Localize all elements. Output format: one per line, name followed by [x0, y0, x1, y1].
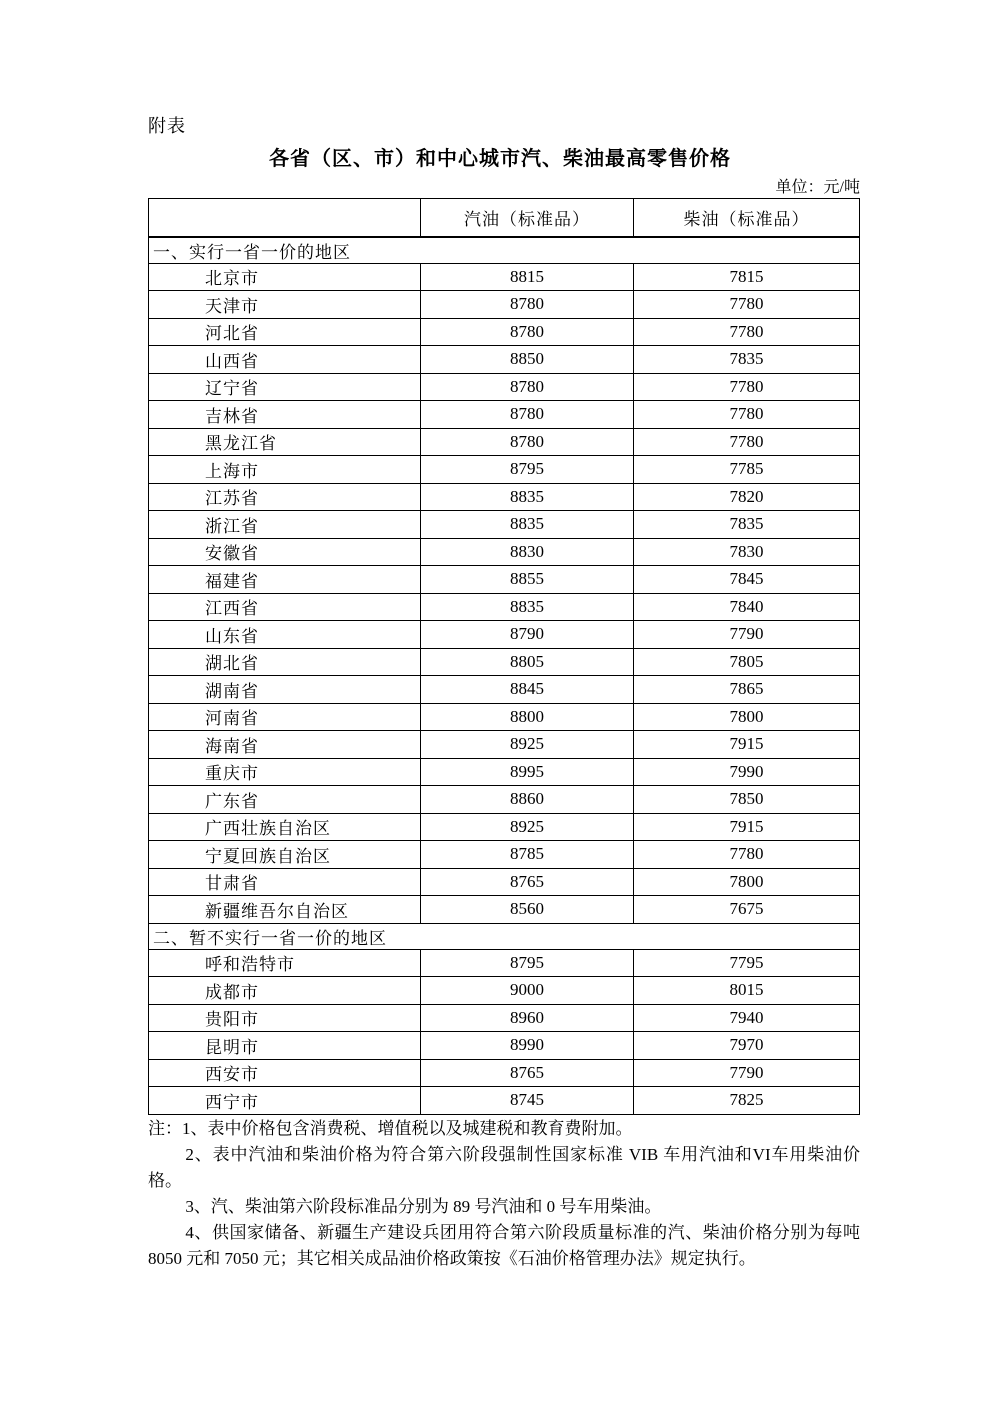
region-name: 贵阳市	[149, 1004, 421, 1032]
table-row	[149, 841, 860, 869]
diesel-price: 7790	[634, 1059, 860, 1087]
attachment-label: 附表	[148, 116, 186, 136]
diesel-price: 7815	[634, 263, 860, 291]
region-name: 浙江省	[149, 511, 421, 539]
diesel-price: 7970	[634, 1032, 860, 1060]
column-header-diesel: 柴油（标准品）	[634, 199, 860, 237]
gasoline-price: 8925	[421, 813, 634, 841]
diesel-price: 7800	[634, 868, 860, 896]
gasoline-price: 9000	[421, 977, 634, 1005]
region-name: 上海市	[149, 456, 421, 484]
gasoline-price: 8780	[421, 373, 634, 401]
diesel-price: 7915	[634, 813, 860, 841]
diesel-price: 7785	[634, 456, 860, 484]
diesel-price: 7835	[634, 346, 860, 374]
table-row	[149, 621, 860, 649]
gasoline-price: 8860	[421, 786, 634, 814]
gasoline-price: 8560	[421, 896, 634, 924]
table-row	[149, 1087, 860, 1115]
gasoline-price: 8780	[421, 318, 634, 346]
page-title: 各省（区、市）和中心城市汽、柴油最高零售价格	[269, 148, 731, 170]
region-name: 昆明市	[149, 1032, 421, 1060]
diesel-price: 7820	[634, 483, 860, 511]
table-row	[149, 949, 860, 977]
gasoline-price: 8805	[421, 648, 634, 676]
gasoline-price: 8780	[421, 291, 634, 319]
table-row	[149, 703, 860, 731]
gasoline-price: 8995	[421, 758, 634, 786]
table-row	[149, 456, 860, 484]
gasoline-price: 8745	[421, 1087, 634, 1115]
section-heading: 一、实行一省一价的地区	[149, 237, 860, 264]
diesel-price: 7835	[634, 511, 860, 539]
gasoline-price: 8850	[421, 346, 634, 374]
table-row	[149, 511, 860, 539]
diesel-price: 7800	[634, 703, 860, 731]
region-name: 河北省	[149, 318, 421, 346]
region-name: 呼和浩特市	[149, 949, 421, 977]
table-row	[149, 1059, 860, 1087]
region-name: 湖南省	[149, 676, 421, 704]
table-row	[149, 813, 860, 841]
note-1: 注：1、表中价格包含消费税、增值税以及城建税和教育费附加。	[148, 1119, 633, 1138]
region-name: 北京市	[149, 263, 421, 291]
table-row	[149, 566, 860, 594]
gasoline-price: 8765	[421, 1059, 634, 1087]
table-header-row	[149, 199, 860, 237]
region-name: 重庆市	[149, 758, 421, 786]
region-name: 宁夏回族自治区	[149, 841, 421, 869]
diesel-price: 7850	[634, 786, 860, 814]
table-row	[149, 538, 860, 566]
region-name: 福建省	[149, 566, 421, 594]
gasoline-price: 8990	[421, 1032, 634, 1060]
region-name: 江西省	[149, 593, 421, 621]
table-row	[149, 483, 860, 511]
region-name: 广西壮族自治区	[149, 813, 421, 841]
gasoline-price: 8835	[421, 593, 634, 621]
region-name: 安徽省	[149, 538, 421, 566]
gasoline-price: 8795	[421, 456, 634, 484]
region-name: 江苏省	[149, 483, 421, 511]
region-name: 吉林省	[149, 401, 421, 429]
diesel-price: 7845	[634, 566, 860, 594]
column-header-region	[149, 199, 421, 237]
table-row	[149, 346, 860, 374]
diesel-price: 7790	[634, 621, 860, 649]
diesel-price: 7780	[634, 373, 860, 401]
table-row	[149, 977, 860, 1005]
table-row	[149, 896, 860, 924]
diesel-price: 7780	[634, 318, 860, 346]
table-row	[149, 676, 860, 704]
gasoline-price: 8780	[421, 401, 634, 429]
diesel-price: 7780	[634, 841, 860, 869]
region-name: 山东省	[149, 621, 421, 649]
region-name: 西宁市	[149, 1087, 421, 1115]
table-row	[149, 318, 860, 346]
table-row	[149, 1032, 860, 1060]
gasoline-price: 8800	[421, 703, 634, 731]
table-row	[149, 428, 860, 456]
gasoline-price: 8830	[421, 538, 634, 566]
region-name: 天津市	[149, 291, 421, 319]
diesel-price: 7865	[634, 676, 860, 704]
gasoline-price: 8960	[421, 1004, 634, 1032]
region-name: 黑龙江省	[149, 428, 421, 456]
gasoline-price: 8785	[421, 841, 634, 869]
table-row	[149, 731, 860, 759]
region-name: 湖北省	[149, 648, 421, 676]
region-name: 辽宁省	[149, 373, 421, 401]
diesel-price: 7825	[634, 1087, 860, 1115]
diesel-price: 7915	[634, 731, 860, 759]
section-heading-row	[149, 237, 860, 264]
region-name: 河南省	[149, 703, 421, 731]
gasoline-price: 8795	[421, 949, 634, 977]
region-name: 新疆维吾尔自治区	[149, 896, 421, 924]
column-header-gasoline: 汽油（标准品）	[421, 199, 634, 237]
region-name: 甘肃省	[149, 868, 421, 896]
diesel-price: 7780	[634, 428, 860, 456]
notes-section	[148, 1116, 860, 1272]
table-row	[149, 263, 860, 291]
gasoline-price: 8835	[421, 511, 634, 539]
unit-label: 单位：元/吨	[775, 179, 860, 196]
gasoline-price: 8815	[421, 263, 634, 291]
section-heading-row	[149, 923, 860, 949]
gasoline-price: 8855	[421, 566, 634, 594]
table-row	[149, 758, 860, 786]
diesel-price: 7840	[634, 593, 860, 621]
diesel-price: 7805	[634, 648, 860, 676]
diesel-price: 7675	[634, 896, 860, 924]
gasoline-price: 8780	[421, 428, 634, 456]
diesel-price: 7990	[634, 758, 860, 786]
diesel-price: 8015	[634, 977, 860, 1005]
price-table	[148, 198, 860, 1115]
note-4: 4、供国家储备、新疆生产建设兵团用符合第六阶段质量标准的汽、柴油价格分别为每吨 8050 元和 7050 元；其它相关成品油价格政策按《石油价格管理办法》规定执行。	[148, 1223, 860, 1268]
section-heading: 二、暂不实行一省一价的地区	[149, 923, 860, 949]
gasoline-price: 8790	[421, 621, 634, 649]
table-row	[149, 1004, 860, 1032]
diesel-price: 7780	[634, 291, 860, 319]
table-row	[149, 593, 860, 621]
gasoline-price: 8765	[421, 868, 634, 896]
note-3: 3、汽、柴油第六阶段标准品分别为 89 号汽油和 0 号车用柴油。	[185, 1197, 662, 1216]
diesel-price: 7830	[634, 538, 860, 566]
table-row	[149, 401, 860, 429]
diesel-price: 7940	[634, 1004, 860, 1032]
gasoline-price: 8845	[421, 676, 634, 704]
region-name: 山西省	[149, 346, 421, 374]
table-row	[149, 786, 860, 814]
table-row	[149, 648, 860, 676]
table-row	[149, 868, 860, 896]
table-row	[149, 291, 860, 319]
gasoline-price: 8835	[421, 483, 634, 511]
note-2: 2、表中汽油和柴油价格为符合第六阶段强制性国家标准 VIB 车用汽油和VI车用柴油价格。	[148, 1145, 860, 1190]
region-name: 西安市	[149, 1059, 421, 1087]
diesel-price: 7795	[634, 949, 860, 977]
table-row	[149, 373, 860, 401]
region-name: 海南省	[149, 731, 421, 759]
gasoline-price: 8925	[421, 731, 634, 759]
region-name: 广东省	[149, 786, 421, 814]
diesel-price: 7780	[634, 401, 860, 429]
region-name: 成都市	[149, 977, 421, 1005]
